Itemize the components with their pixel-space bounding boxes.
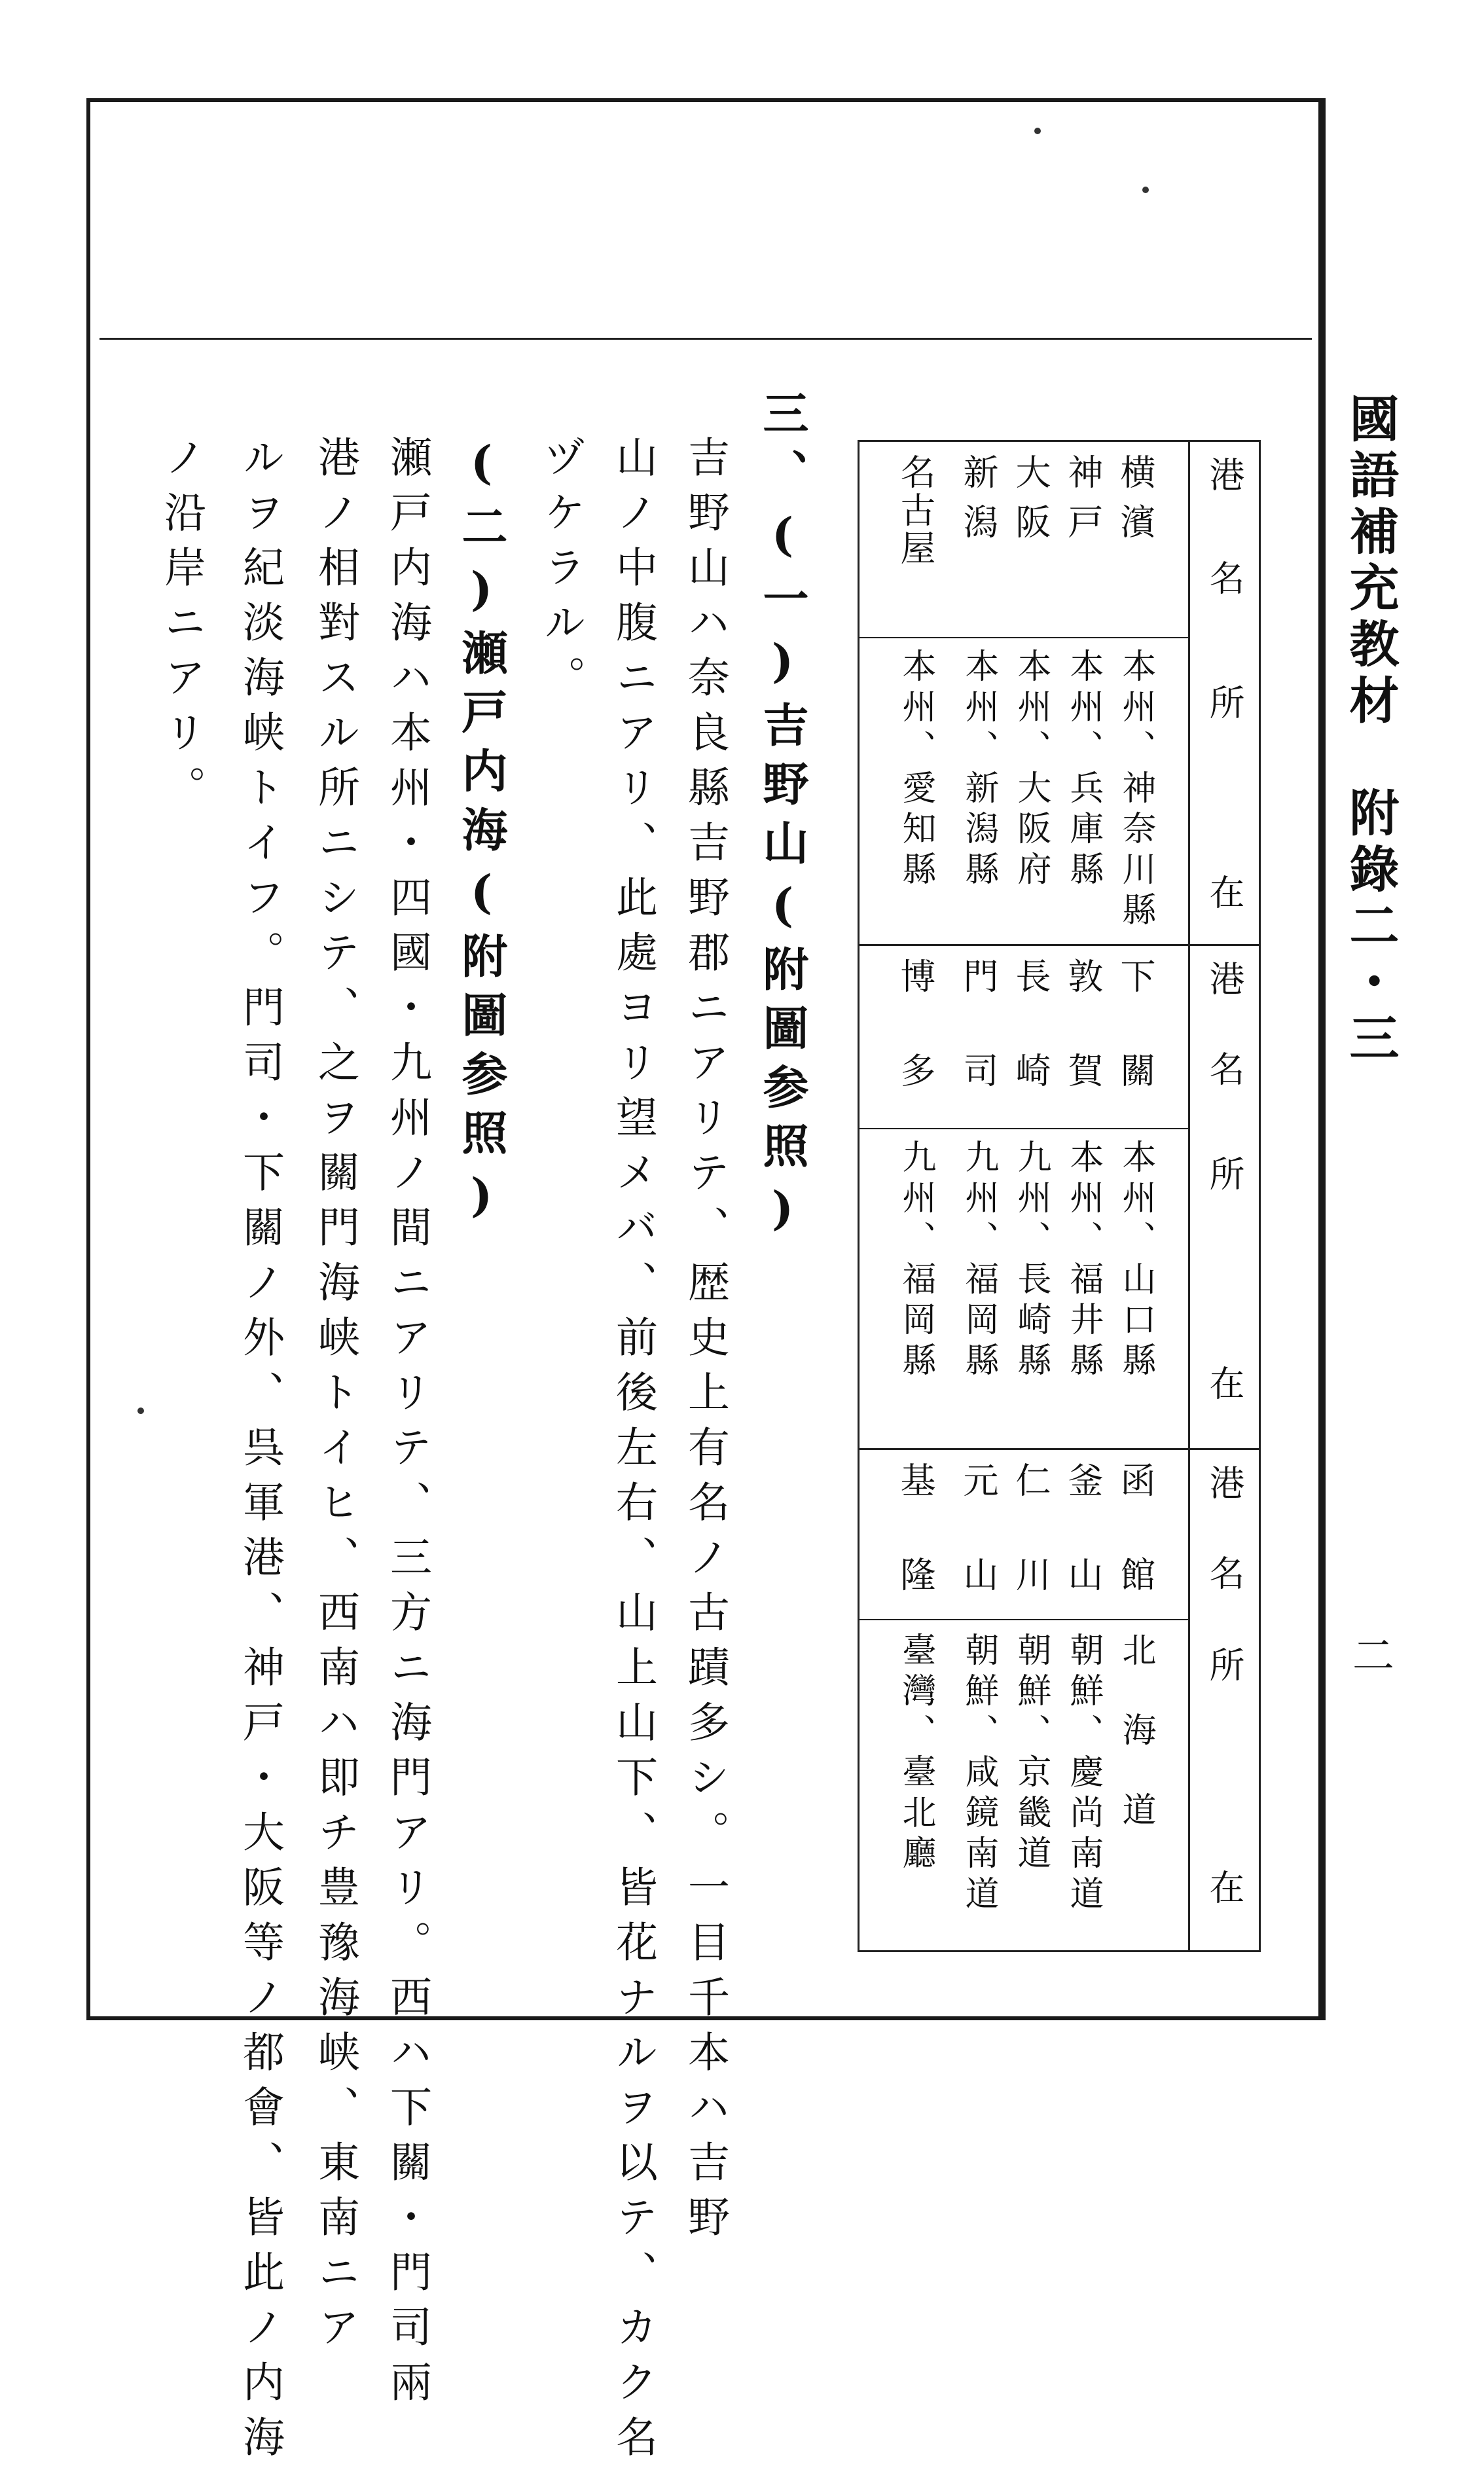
port-locations <box>860 1127 1188 1448</box>
table-block-1 <box>860 442 1259 946</box>
port-location: 本州、福井縣 <box>1064 1139 1103 1383</box>
port-name: 函館 <box>1115 1462 1156 1650</box>
table-block-3 <box>860 1450 1259 1950</box>
port-location: 九州、福岡縣 <box>959 1139 998 1383</box>
section-3-line-2: 山ノ中腹ニアリ、此處ヨリ望メバ、前後左右、山上山下、皆花ナルヲ以テ、カク名 <box>609 435 657 2470</box>
scan-speck <box>1034 128 1041 134</box>
section-2-line-1: 瀬戸内海ハ本州・四國・九州ノ間ニアリテ、三方ニ海門アリ。西ハ下關・門司兩 <box>383 435 431 2415</box>
scan-speck <box>1142 187 1149 193</box>
header-cell: 在 <box>1204 874 1245 909</box>
port-name: 仁川 <box>1010 1462 1051 1650</box>
section-3-line-3: ヅケラル。 <box>537 435 585 710</box>
port-name: 下關 <box>1115 958 1156 1146</box>
header-cell: 在 <box>1204 1365 1245 1400</box>
port-location: 九州、福岡縣 <box>896 1139 935 1383</box>
port-table <box>858 440 1261 1952</box>
port-name: 敦賀 <box>1062 958 1104 1146</box>
port-name: 新潟 <box>958 454 999 553</box>
port-name: 横濱 <box>1115 454 1156 553</box>
port-names <box>860 1450 1188 1650</box>
scan-speck <box>137 1408 144 1414</box>
table-header <box>1188 442 1259 944</box>
header-cell: 港 <box>1204 456 1245 492</box>
port-locations <box>860 636 1188 944</box>
port-name: 大阪 <box>1010 454 1051 553</box>
header-cell: 所 <box>1204 684 1245 719</box>
header-cell: 在 <box>1204 1869 1245 1904</box>
section-2-line-3: ルヲ紀淡海峡トイフ。門司・下關ノ外、呉軍港、神戸・大阪等ノ都會、皆此ノ内海 <box>236 435 284 2470</box>
port-names <box>860 442 1188 638</box>
header-cell: 名 <box>1204 1051 1245 1086</box>
port-name: 釜山 <box>1062 1462 1104 1650</box>
port-name: 門司 <box>958 958 999 1146</box>
header-cell: 港 <box>1204 960 1245 996</box>
port-location: 朝鮮、京畿道 <box>1011 1632 1051 1876</box>
section-2-line-2: 港ノ相對スル所ニシテ、之ヲ關門海峡トイヒ、西南ハ即チ豊豫海峡、東南ニア <box>311 435 359 2360</box>
header-cell: 名 <box>1204 560 1245 595</box>
port-location: 本州、神奈川縣 <box>1116 648 1155 932</box>
port-name: 基隆 <box>895 1462 936 1650</box>
port-location: 本州、新潟縣 <box>959 648 998 892</box>
section-3-title: 三、(一)吉野山(附圖参照) <box>755 390 810 1248</box>
port-name: 長崎 <box>1010 958 1051 1146</box>
port-location: 臺灣、臺北廳 <box>896 1632 935 1876</box>
port-location: 本州、愛知縣 <box>896 648 935 892</box>
section-3-line-1: 吉野山ハ奈良縣吉野郡ニアリテ、歴史上有名ノ古蹟多シ。一目千本ハ吉野 <box>681 435 729 2250</box>
port-location: 本州、兵庫縣 <box>1064 648 1103 892</box>
page-spine-rule <box>1322 98 1326 2020</box>
port-location: 九州、長崎縣 <box>1011 1139 1051 1383</box>
header-cell: 名 <box>1204 1555 1245 1590</box>
port-locations <box>860 1620 1188 1950</box>
header-cell: 港 <box>1204 1464 1245 1500</box>
port-location: 朝鮮、慶尚南道 <box>1064 1632 1103 1916</box>
port-name: 神戸 <box>1062 454 1104 553</box>
port-location: 本州、山口縣 <box>1116 1139 1155 1383</box>
port-names <box>860 946 1188 1146</box>
header-divider <box>100 338 1312 340</box>
port-name: 名古屋 <box>895 454 936 568</box>
table-header <box>1188 1450 1259 1950</box>
port-location: 朝鮮、咸鏡南道 <box>959 1632 998 1916</box>
header-cell: 所 <box>1204 1155 1245 1191</box>
port-location: 本州、大阪府 <box>1011 648 1051 892</box>
running-title: 國語補充教材 附錄二・三 <box>1341 393 1400 1068</box>
section-2-line-4: ノ沿岸ニアリ。 <box>157 435 206 820</box>
port-location: 北海道 <box>1116 1632 1155 1872</box>
page-number: 二 <box>1345 1633 1394 1675</box>
port-name: 元山 <box>958 1462 999 1650</box>
table-header <box>1188 946 1259 1448</box>
port-name: 博多 <box>895 958 936 1146</box>
section-2-title: (二)瀬戸内海(附圖参照) <box>454 435 509 1235</box>
header-cell: 所 <box>1204 1646 1245 1682</box>
table-block-2 <box>860 946 1259 1450</box>
